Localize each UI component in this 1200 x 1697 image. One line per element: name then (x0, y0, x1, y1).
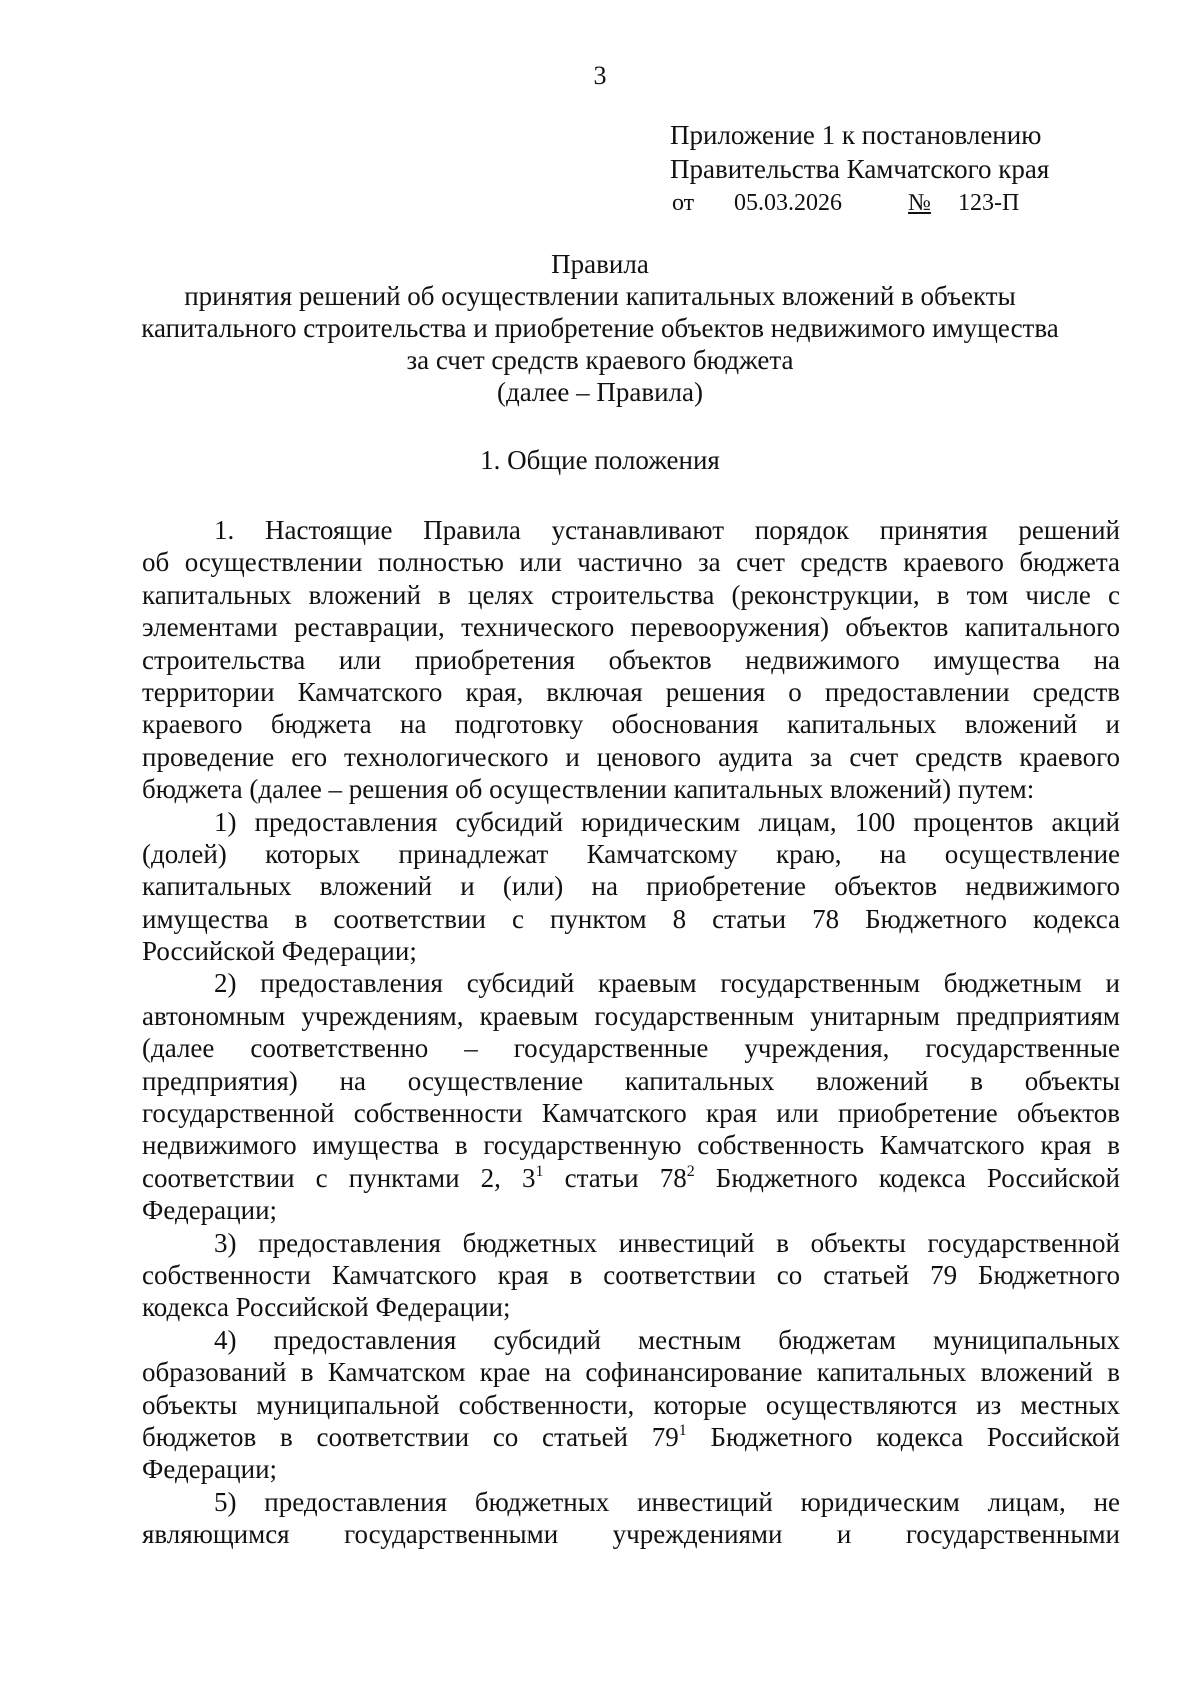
text-line: предприятия) на осуществление капитальных вложений в объекты (142, 1065, 1120, 1096)
text-line: краевого бюджета на подготовку обоснования капитальных вложений и (142, 709, 1120, 740)
document-body (142, 514, 1120, 1551)
text-line (142, 1421, 1120, 1453)
text-line: проведение его технологического и ценового аудита за счет средств краевого (142, 741, 1120, 772)
text-line: об осуществлении полностью или частично за счет средств краевого бюджета (142, 547, 1120, 578)
document-title (100, 248, 1100, 408)
number-sign: № (908, 190, 931, 216)
text-line: элементами реставрации, технического перевооружения) объектов капитального (142, 612, 1120, 643)
text-line: 4) предоставления субсидий местным бюджетам муниципальных (214, 1324, 1120, 1355)
text-line: недвижимого имущества в государственную собственность Камчатского края в (142, 1130, 1120, 1161)
text-fragment: Бюджетного кодекса Российской (694, 1162, 1120, 1193)
text-line: имущества в соответствии с пунктом 8 статьи 78 Бюджетного кодекса (142, 903, 1120, 934)
superscript: 1 (535, 1162, 544, 1180)
text-line (142, 1162, 1120, 1194)
page-number: 3 (593, 61, 607, 90)
text-line: автономным учреждениям, краевым государственным унитарным предприятиям (142, 1000, 1120, 1031)
title-line-4: за счет средств краевого бюджета (406, 345, 794, 375)
text-line: Российской Федерации; (142, 936, 417, 967)
text-line: государственной собственности Камчатского края или приобретение объектов (142, 1098, 1120, 1129)
from-label: от (672, 190, 695, 216)
text-line: 1. Настоящие Правила устанавливают порядок принятия решений (214, 515, 1120, 545)
title-line-2: принятия решений об осуществлении капитальных вложений в объекты (184, 281, 1016, 311)
section-heading: 1. Общие положения (480, 445, 720, 475)
text-line: объекты муниципальной собственности, которые осуществляются из местных (142, 1389, 1120, 1420)
text-line: капитальных вложений и (или) на приобретение объектов недвижимого (142, 871, 1120, 902)
text-line: капитальных вложений в целях строительства (реконструкции, в том числе с (142, 579, 1120, 610)
text-line: 3) предоставления бюджетных инвестиций в объекты государственной (214, 1227, 1120, 1258)
text-fragment: статьи 78 (543, 1162, 687, 1193)
superscript: 1 (678, 1421, 687, 1439)
text-line: кодекса Российской Федерации; (142, 1292, 511, 1323)
text-line: территории Камчатского края, включая решения о предоставлении средств (142, 676, 1120, 707)
superscript: 2 (686, 1162, 695, 1180)
text-line: (далее соответственно – государственные учреждения, государственные (142, 1033, 1120, 1064)
annex-date-number (670, 186, 1049, 220)
text-fragment: соответствии с пунктами 2, 3 (142, 1162, 536, 1193)
text-fragment: бюджетов в соответствии со статьей 79 (142, 1421, 679, 1452)
title-line-5: (далее – Правила) (496, 377, 704, 407)
text-line: бюджета (далее – решения об осуществлении капитальных вложений) путем: (142, 774, 1035, 805)
text-line: образований в Камчатском крае на софинансирование капитальных вложений в (142, 1357, 1120, 1388)
annex-line-1: Приложение 1 к постановлению (670, 120, 1042, 150)
text-line: собственности Камчатского края в соответствии со статьей 79 Бюджетного (142, 1259, 1120, 1290)
title-line-3: капитального строительства и приобретение объектов недвижимого имущества (141, 313, 1059, 343)
decree-date: 05.03.2026 (734, 190, 842, 216)
text-line: строительства или приобретения объектов недвижимого имущества на (142, 644, 1120, 675)
decree-number: 123-П (958, 190, 1020, 216)
text-line: 5) предоставления бюджетных инвестиций юридическим лицам, не (214, 1486, 1120, 1517)
text-line: являющимся государственными учреждениями и государственными (142, 1519, 1120, 1550)
text-line: Федерации; (142, 1454, 278, 1485)
text-line: 1) предоставления субсидий юридическим лицам, 100 процентов акций (214, 806, 1120, 837)
text-fragment: Бюджетного кодекса Российской (686, 1421, 1120, 1452)
text-line: 2) предоставления субсидий краевым государственным бюджетным и (214, 968, 1120, 999)
title-line-1: Правила (551, 249, 649, 279)
text-line: Федерации; (142, 1195, 278, 1226)
text-line: (долей) которых принадлежат Камчатскому краю, на осуществление (142, 838, 1120, 869)
annex-line-2: Правительства Камчатского края (670, 154, 1050, 184)
annex-reference (670, 118, 1049, 220)
